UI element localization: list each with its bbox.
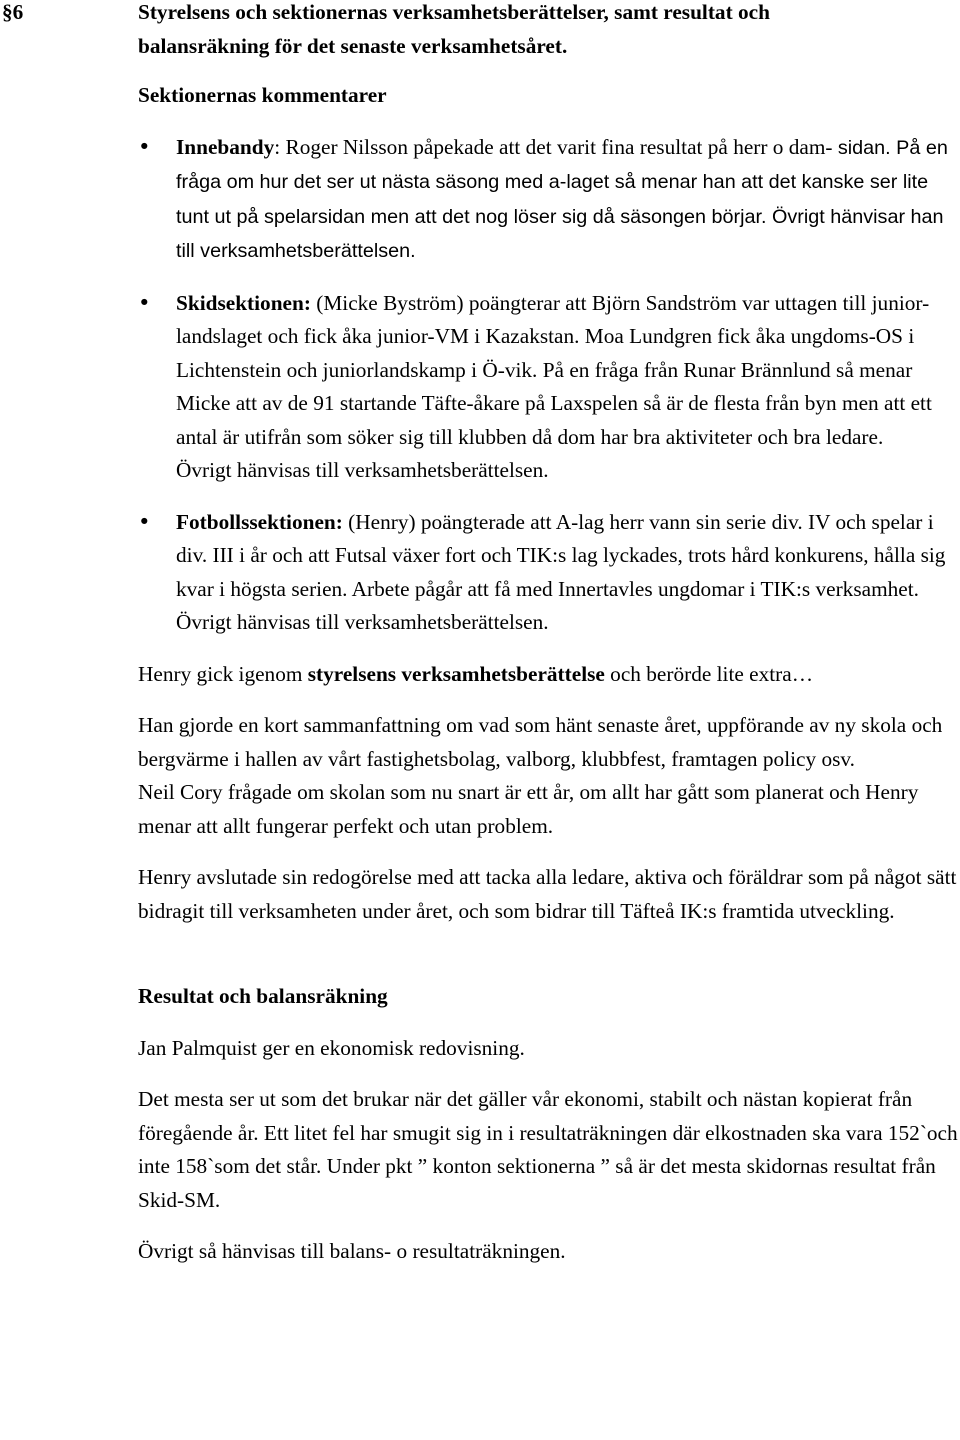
heading-line-1: Styrelsens och sektionernas verksamhetsberättelser, samt resultat och [138, 0, 770, 24]
results-paragraph-3: Övrigt så hänvisas till balans- o resultaträkningen. [138, 1239, 566, 1263]
neil-text: Neil Cory frågade om skolan som nu snart är ett år, om allt har gått som planerat och Henry menar att allt fungerar perfekt och utan problem. [138, 780, 919, 838]
henry-after: och berörde lite extra… [604, 661, 814, 686]
bullet-icon: • [138, 509, 151, 535]
fotboll-text: (Henry) poängterade att A-lag herr vann sin serie div. IV och spelar i div. III i år och att Futsal växer fort och TIK:s lag lyckades, trots hård konkurens, hålla sig kvar i högsta serien. Arbete pågår att få med Innertavles ungdomar i TIK:s verksamhet. [176, 509, 946, 601]
closing-paragraph: Henry avslutade sin redogörelse med att tacka alla ledare, aktiva och föräldrar som på något sätt bidragit till verksamheten under året, och som bidrar till Täfteå IK:s framtida utveckling. [138, 865, 957, 923]
fotboll-closing: Övrigt hänvisas till verksamhetsberättelsen. [176, 610, 549, 634]
skid-label: Skidsektionen: [176, 290, 311, 315]
henry-bold: styrelsens verksamhetsberättelse [307, 661, 605, 686]
innebandy-label: Innebandy [176, 134, 275, 159]
subheading-results: Resultat och balansräkning [138, 984, 388, 1008]
skid-closing: Övrigt hänvisas till verksamhetsberättelsen. [176, 458, 549, 482]
document-content [138, 0, 960, 1269]
list-item-skidsektionen [138, 287, 960, 488]
summary-paragraph [138, 709, 960, 843]
henry-before: Henry gick igenom [138, 661, 308, 686]
summary-text: Han gjorde en kort sammanfattning om vad som hänt senaste året, uppförande av ny skola och bergvärme i hallen av vårt fastighetsbolag, valborg, klubbfest, framtagen policy osv. [138, 713, 943, 771]
skid-text: (Micke Byström) poängterar att Björn Sandström var uttagen till junior-landslaget och fick åka junior-VM i Kazakstan. Moa Lundgren fick åka ungdoms-OS i Lichtenstein och juniorlandskamp i Ö-vik. På en fråga från Runar Brännlund så menar Micke att av de 91 startande Täfte-åkare på Laxspelen så är de flesta från byn men att ett antal är utifrån som söker sig till klubben då dom har bra aktiviteter och bra ledare. [176, 290, 932, 449]
results-paragraph-2: Det mesta ser ut som det brukar när det gäller vår ekonomi, stabilt och nästan kopierat från föregående år. Ett litet fel har smugit sig in i resultaträkningen där elkostnaden ska vara 152`och inte 158`som det står. Under pkt ” konton sektionerna ” så är det mesta skidornas resultat från Skid-SM. [138, 1087, 958, 1212]
heading-line-2: balansräkning för det senaste verksamhetsåret. [138, 33, 568, 58]
results-paragraph-1: Jan Palmquist ger en ekonomisk redovisning. [138, 1035, 525, 1060]
list-item-innebandy [138, 131, 960, 269]
section-number: §6 [2, 0, 24, 24]
fotboll-label: Fotbollssektionen: [176, 509, 343, 534]
bullet-icon: • [138, 134, 151, 160]
bullet-icon: • [138, 290, 151, 316]
innebandy-text: sidan. På en fråga om hur det ser ut nästa säsong med a-laget så menar han att det kanske ser lite tunt ut på spelarsidan men att det nog löser sig då säsongen börjar. Övrigt hänvisar han till verksamhetsberättelsen. [176, 136, 948, 262]
henry-paragraph [138, 658, 960, 692]
subheading-sections: Sektionernas kommentarer [138, 83, 387, 107]
innebandy-text-line1: : Roger Nilsson påpekade att det varit fina resultat på herr o dam- [274, 134, 833, 159]
list-item-fotboll [138, 506, 960, 640]
section-heading [138, 0, 960, 63]
section-comments-list [138, 131, 960, 640]
